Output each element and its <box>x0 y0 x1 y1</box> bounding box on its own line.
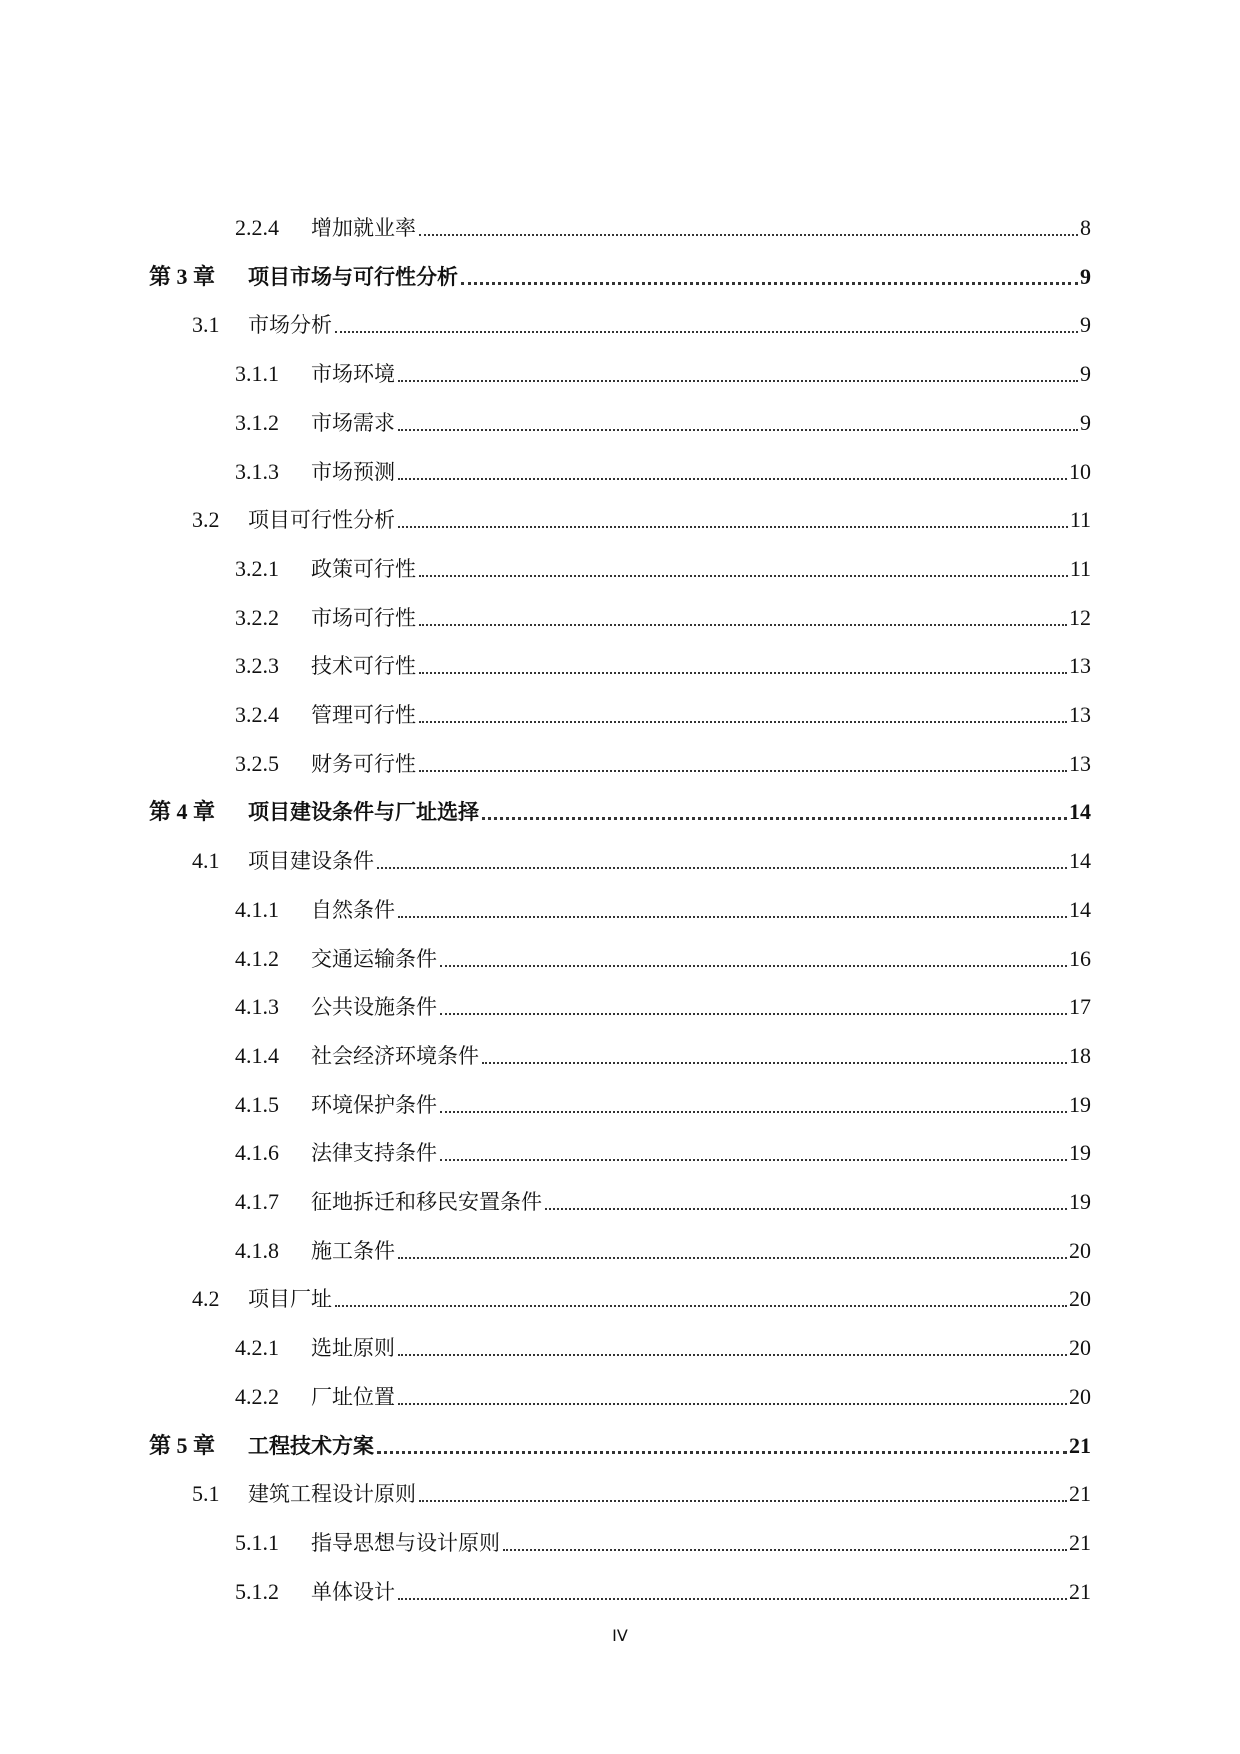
toc-entry-number: 4.2 <box>192 1286 220 1312</box>
toc-entry[interactable] <box>192 494 1091 534</box>
toc-entry-number: 5.1 <box>192 1481 220 1507</box>
toc-entry[interactable] <box>235 933 1091 973</box>
toc-entry-title: 技术可行性 <box>311 654 416 679</box>
toc-entry-number: 4.1.4 <box>235 1042 279 1068</box>
toc-entry-title: 厂址位置 <box>311 1384 395 1409</box>
dot-leader <box>419 721 1067 723</box>
toc-entry[interactable] <box>235 348 1091 388</box>
toc-entry[interactable] <box>235 202 1091 242</box>
toc-entry-page: 20 <box>1069 1383 1091 1409</box>
toc-entry-page: 14 <box>1069 799 1091 825</box>
toc-entry-number: 第 5 章 <box>149 1432 216 1458</box>
dot-leader <box>398 526 1068 528</box>
toc-entry[interactable] <box>235 981 1091 1021</box>
toc-entry-title: 选址原则 <box>311 1336 395 1361</box>
toc-entry-title: 市场需求 <box>311 410 395 435</box>
toc-entry[interactable] <box>235 1322 1091 1362</box>
toc-entry-number: 4.1.6 <box>235 1140 279 1166</box>
toc-entry-title: 市场环境 <box>311 362 395 387</box>
toc-entry-title: 增加就业率 <box>311 216 416 240</box>
toc-entry-title: 管理可行性 <box>311 703 416 727</box>
toc-entry-number: 4.1.3 <box>235 994 279 1020</box>
toc-entry-page: 11 <box>1069 555 1091 581</box>
toc-entry-title: 建筑工程设计原则 <box>248 1482 416 1507</box>
toc-entry-number: 4.1 <box>192 848 220 874</box>
toc-entry-page: 9 <box>1080 263 1091 289</box>
toc-chapter-entry[interactable] <box>149 1420 1091 1460</box>
toc-entry-title: 政策可行性 <box>311 556 416 581</box>
toc-entry-title: 施工条件 <box>311 1238 395 1263</box>
toc-entry-page: 20 <box>1069 1335 1091 1361</box>
dot-leader <box>461 282 1078 285</box>
dot-leader <box>545 1208 1067 1210</box>
toc-entry-number: 第 4 章 <box>149 799 216 825</box>
dot-leader <box>440 1159 1067 1161</box>
toc-entry-page: 19 <box>1069 1091 1091 1117</box>
toc-entry-number: 4.1.5 <box>235 1091 279 1117</box>
toc-entry[interactable] <box>235 397 1091 437</box>
toc-entry[interactable] <box>235 1030 1091 1070</box>
dot-leader <box>440 965 1067 967</box>
dot-leader <box>377 1451 1067 1454</box>
dot-leader <box>419 234 1078 236</box>
dot-leader <box>398 478 1067 480</box>
dot-leader <box>377 867 1067 869</box>
toc-entry-title: 项目建设条件 <box>248 849 374 874</box>
toc-entry-page: 18 <box>1069 1042 1091 1068</box>
toc-entry-page: 14 <box>1069 896 1091 922</box>
toc-entry-number: 4.1.1 <box>235 896 279 922</box>
toc-entry-title: 征地拆迁和移民安置条件 <box>311 1190 542 1214</box>
toc-entry-number: 3.2.2 <box>235 604 279 630</box>
dot-leader <box>419 672 1067 674</box>
dot-leader <box>398 1354 1067 1356</box>
dot-leader <box>398 916 1067 918</box>
toc-chapter-entry[interactable] <box>149 786 1091 826</box>
toc-entry-title: 单体设计 <box>311 1579 395 1604</box>
toc-entry-title: 指导思想与设计原则 <box>311 1530 500 1555</box>
toc-entry-number: 3.1 <box>192 312 220 338</box>
toc-entry-page: 17 <box>1069 994 1091 1020</box>
toc-entry-number: 第 3 章 <box>149 263 216 289</box>
toc-entry-number: 3.1.1 <box>235 361 279 387</box>
toc-entry-number: 4.2.1 <box>235 1335 279 1361</box>
toc-entry[interactable] <box>235 738 1091 778</box>
toc-entry-page: 21 <box>1069 1529 1091 1555</box>
toc-entry-page: 10 <box>1069 458 1091 484</box>
toc-entry-page: 13 <box>1069 653 1091 679</box>
toc-entry-title: 法律支持条件 <box>311 1141 437 1166</box>
toc-entry[interactable] <box>235 689 1091 729</box>
toc-entry-number: 4.2.2 <box>235 1383 279 1409</box>
dot-leader <box>335 1305 1067 1307</box>
dot-leader <box>482 817 1067 820</box>
toc-entry-title: 项目厂址 <box>248 1287 332 1312</box>
dot-leader <box>440 1013 1067 1015</box>
toc-entry[interactable] <box>235 1371 1091 1411</box>
toc-entry-number: 4.1.7 <box>235 1189 279 1214</box>
toc-entry[interactable] <box>235 1127 1091 1167</box>
toc-entry-title: 市场分析 <box>248 313 332 338</box>
toc-entry[interactable] <box>235 1225 1091 1265</box>
dot-leader <box>398 1598 1067 1600</box>
toc-entry-title: 项目可行性分析 <box>248 508 395 533</box>
toc-entry-title: 自然条件 <box>311 897 395 922</box>
dot-leader <box>335 331 1078 333</box>
page-number: IV <box>612 1626 628 1645</box>
toc-entry[interactable] <box>235 1079 1091 1119</box>
dot-leader <box>503 1549 1067 1551</box>
toc-entry-page: 19 <box>1069 1140 1091 1166</box>
toc-entry-page: 21 <box>1069 1481 1091 1507</box>
dot-leader <box>419 1500 1067 1502</box>
dot-leader <box>440 1111 1067 1113</box>
toc-entry[interactable] <box>235 446 1091 486</box>
toc-entry-title: 市场预测 <box>311 459 395 484</box>
toc-entry[interactable] <box>192 835 1091 875</box>
toc-entry[interactable] <box>235 1566 1091 1606</box>
toc-entry[interactable] <box>235 1517 1091 1557</box>
dot-leader <box>419 624 1067 626</box>
dot-leader <box>419 770 1067 772</box>
toc-entry-number: 3.2.3 <box>235 653 279 679</box>
dot-leader <box>419 575 1068 577</box>
toc-entry-page: 13 <box>1069 750 1091 776</box>
toc-entry-page: 9 <box>1080 312 1091 338</box>
toc-entry-title: 财务可行性 <box>311 751 416 776</box>
toc-entry-number: 3.1.2 <box>235 409 279 435</box>
toc-entry-page: 8 <box>1080 215 1091 240</box>
toc-entry-number: 4.1.2 <box>235 945 279 971</box>
toc-entry-number: 3.2.1 <box>235 555 279 581</box>
toc-entry[interactable] <box>235 592 1091 632</box>
toc-entry-page: 9 <box>1080 361 1091 387</box>
toc-entry-page: 13 <box>1069 702 1091 727</box>
toc-entry-page: 16 <box>1069 945 1091 971</box>
toc-entry-title: 公共设施条件 <box>311 995 437 1020</box>
toc-entry-page: 20 <box>1069 1237 1091 1263</box>
toc-entry-number: 5.1.1 <box>235 1529 279 1555</box>
toc-entry-page: 11 <box>1069 507 1091 533</box>
toc-entry[interactable] <box>192 299 1091 339</box>
toc-entry-number: 3.2.4 <box>235 702 279 727</box>
toc-entry-number: 2.2.4 <box>235 215 279 240</box>
dot-leader <box>398 1403 1067 1405</box>
toc-entry-page: 20 <box>1069 1286 1091 1312</box>
toc-entry[interactable] <box>192 1468 1091 1508</box>
toc-entry-number: 5.1.2 <box>235 1578 279 1604</box>
toc-entry-page: 14 <box>1069 848 1091 874</box>
toc-entry-number: 3.2.5 <box>235 750 279 776</box>
toc-entry-title: 项目建设条件与厂址选择 <box>248 800 479 825</box>
dot-leader <box>398 380 1078 382</box>
dot-leader <box>482 1062 1067 1064</box>
toc-entry-title: 环境保护条件 <box>311 1092 437 1117</box>
toc-entry-title: 交通运输条件 <box>311 946 437 971</box>
toc-entry-page: 12 <box>1069 604 1091 630</box>
toc-entry[interactable] <box>192 1273 1091 1313</box>
toc-entry-page: 21 <box>1069 1432 1091 1458</box>
toc-chapter-entry[interactable] <box>149 251 1091 291</box>
dot-leader <box>398 429 1078 431</box>
toc-entry-title: 社会经济环境条件 <box>311 1043 479 1068</box>
toc-entry-number: 4.1.8 <box>235 1237 279 1263</box>
dot-leader <box>398 1257 1067 1259</box>
toc-entry[interactable] <box>235 1176 1091 1216</box>
toc-entry-number: 3.2 <box>192 507 220 533</box>
toc-entry-page: 21 <box>1069 1578 1091 1604</box>
toc-entry[interactable] <box>235 884 1091 924</box>
toc-entry[interactable] <box>235 640 1091 680</box>
toc-entry-page: 19 <box>1069 1189 1091 1214</box>
toc-entry-page: 9 <box>1080 409 1091 435</box>
toc-entry-title: 项目市场与可行性分析 <box>248 264 458 289</box>
toc-entry-title: 市场可行性 <box>311 605 416 630</box>
toc-entry-number: 3.1.3 <box>235 458 279 484</box>
toc-entry-title: 工程技术方案 <box>248 1433 374 1458</box>
toc-entry[interactable] <box>235 543 1091 583</box>
